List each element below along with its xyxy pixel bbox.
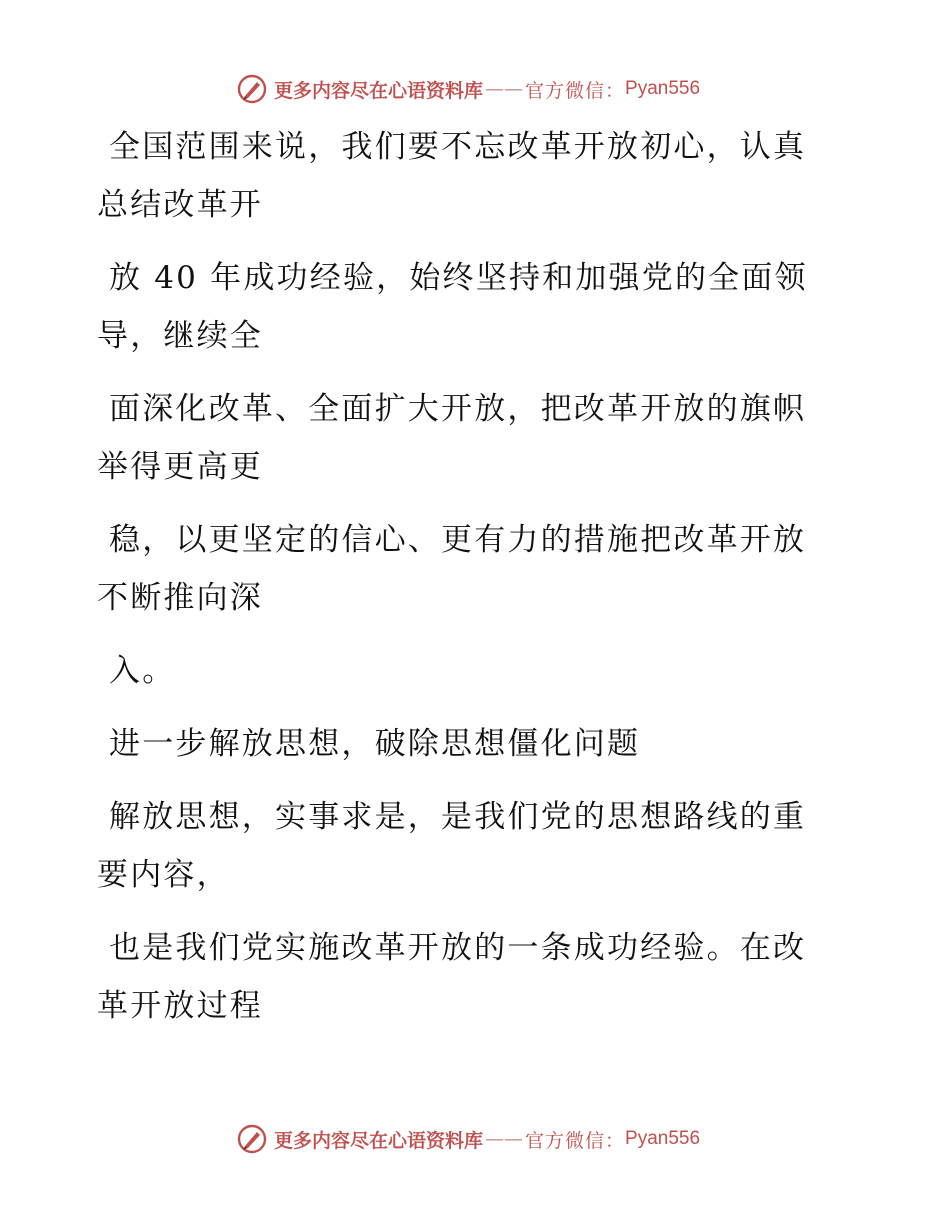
pen-logo-icon (236, 73, 268, 105)
paragraph: 放 40 年成功经验，始终坚持和加强党的全面领导，继续全 (97, 260, 808, 354)
paragraph: 面深化改革、全面扩大开放，把改革开放的旗帜举得更高更 (97, 391, 807, 485)
paragraph: 入。 (109, 653, 176, 689)
paragraph: 全国范围来说，我们要不忘改革开放初心，认真总结改革开 (97, 129, 807, 223)
watermark-handle: Pyan556 (625, 78, 701, 99)
footer-watermark (236, 1122, 700, 1156)
watermark-contact: 官方微信： (525, 79, 626, 102)
watermark-brand: 更多内容尽在心语资料库 (274, 1129, 484, 1152)
paragraph: 稳，以更坚定的信心、更有力的措施把改革开放不断推向深 (97, 522, 807, 616)
paragraph: 解放思想，实事求是，是我们党的思想路线的重要内容， (97, 799, 807, 893)
watermark-contact: 官方微信： (525, 1129, 626, 1152)
watermark-separator: —— (485, 78, 524, 100)
paragraph: 也是我们党实施改革开放的一条成功经验。在改革开放过程 (97, 930, 807, 1024)
pen-logo-icon (236, 1123, 268, 1155)
watermark-separator: —— (485, 1128, 524, 1150)
watermark-brand: 更多内容尽在心语资料库 (274, 79, 484, 102)
section-heading: 进一步解放思想，破除思想僵化问题 (109, 726, 641, 762)
watermark-handle: Pyan556 (625, 1128, 701, 1149)
document-body (97, 118, 837, 1050)
header-watermark (236, 72, 700, 106)
